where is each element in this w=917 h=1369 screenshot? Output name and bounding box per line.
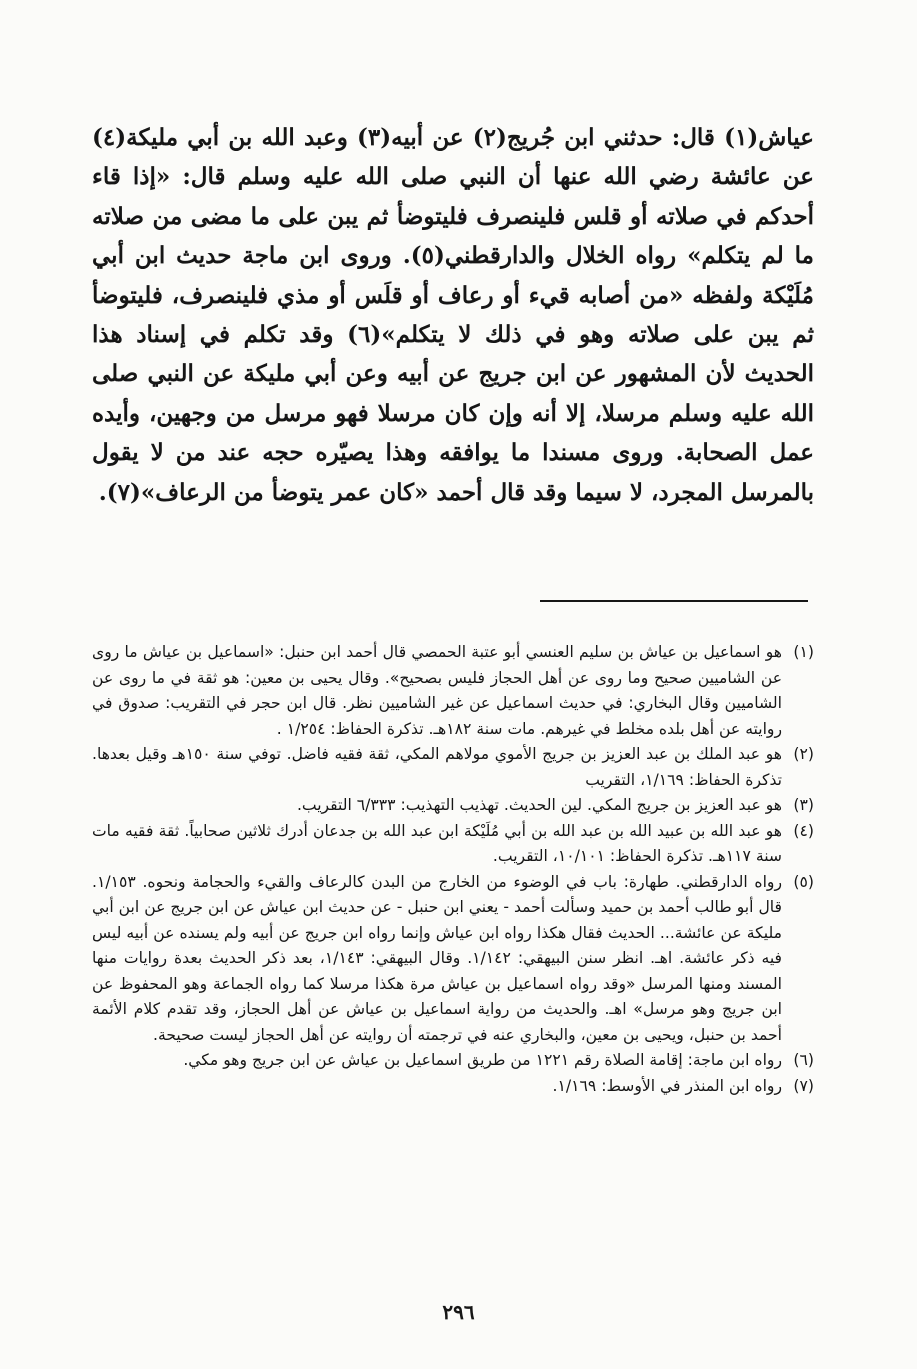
footnote-text: هو عبد الله بن عبيد الله بن عبد الله بن أبي مُلَيْكة ابن عبد الله بن جدعان أدرك ثلاثين صحابياً. ثقة فقيه مات سنة ١١٧هـ. تذكرة الحفاظ: ١٠/١٠١، التقريب. [92,821,782,865]
main-text-block [92,118,814,512]
footnote-number: (٦) [793,1051,814,1069]
footnote-2 [92,742,814,793]
footnote-number: (٣) [793,796,814,814]
footnote-number: (٧) [793,1076,814,1095]
footnote-number: (١) [793,643,814,661]
footnote-4 [92,819,814,870]
footnote-3 [92,793,814,819]
footnote-text: هو عبد الملك بن عبد العزيز بن جريج الأموي مولاهم المكي، ثقة فقيه فاضل. توفي سنة ١٥٠هـ وقيل بعدها. تذكرة الحفاظ: ١/١٦٩، التقريب [92,745,782,789]
footnote-6 [92,1048,814,1074]
footnote-number: (٢) [793,745,814,763]
footnote-separator [540,600,808,602]
footnote-1 [92,640,814,742]
footnote-7 [92,1074,814,1100]
footnote-number: (٥) [793,872,814,891]
footnote-text: هو عبد العزيز بن جريج المكي. لين الحديث. تهذيب التهذيب: ٦/٣٣٣ التقريب. [296,796,782,814]
footnote-5 [92,870,814,1049]
footnote-text: رواه الدارقطني. طهارة: باب في الوضوء من الخارج من البدن كالرعاف والقيء والحجامة ونحوه. ١/١٥٣. قال أبو طالب أحمد بن حميد وسألت أحمد - يعني ابن حنبل - عن حديث ابن عياش عن ابن جريج عن ابن أبي مليكة عن عائشة... الحديث فقال هكذا رواه ابن عياش وإنما رواه ابن جريج عن أبيه ولم يسنده عن أبيه ليس فيه ذكر عائشة. اهـ. انظر سنن البيهقي: ١/١٤٢. وقال البيهقي: ١/١٤٣، بعد ذكر الحديث بعدة روايات منها المسند ومنها المرسل «وقد رواه اسماعيل بن عياش مرة هكذا مرسلا كما رواه الجماعة وهو المحفوظ عن ابن جريج وهو مرسل» اهـ. والحديث من رواية اسماعيل بن عياش عن أهل الحجاز، وقد تقدم كلام الأئمة أحمد بن حنبل، ويحيى بن معين، والبخاري عنه في ترجمته أن روايته عن أهل الحجاز ليست صحيحة. [92,872,782,1044]
footnote-text: هو اسماعيل بن عياش بن سليم العنسي أبو عتبة الحمصي قال أحمد ابن حنبل: «اسماعيل بن عياش ما روى عن الشاميين صحيح وما روى عن أهل الحجاز فليس بصحيح». وقال يحيى بن معين: هو ثقة في ما روى عن الشاميين وقال البخاري: في حديث اسماعيل عن غير الشاميين نظر. قال ابن حجر في التقريب: صدوق في روايته عن أهل بلده مخلط في غيرهم. مات سنة ١٨٢هـ. تذكرة الحفاظ: ١/٢٥٤ . [92,643,782,738]
footnotes-section [92,640,814,1099]
footnote-number: (٤) [793,821,814,840]
main-paragraph: عياش(١) قال: حدثني ابن جُريج(٢) عن أبيه(٣) وعبد الله بن أبي مليكة(٤) عن عائشة رضي الله عنها أن النبي صلى الله عليه وسلم قال: «إذا قاء أحدكم في صلاته أو قلس فلينصرف فليتوضأ ثم يبن على ما مضى من صلاته ما لم يتكلم» رواه الخلال والدارقطني(٥). وروى ابن ماجة حديث ابن أبي مُلَيْكة ولفظه «من أصابه قيء أو رعاف أو قلَس أو مذي فلينصرف، فليتوضأ ثم يبن على صلاته وهو في ذلك لا يتكلم»(٦) وقد تكلم في إسناد هذا الحديث لأن المشهور عن ابن جريج عن أبيه وعن أبي مليكة عن النبي صلى الله عليه وسلم مرسلا، إلا أنه وإن كان مرسلا فهو مرسل من وجهين، وأيده عمل الصحابة. وروى مسندا ما يوافقه وهذا يصيّره حجه عند من لا يقول بالمرسل المجرد، لا سيما وقد قال أحمد «كان عمر يتوضأ من الرعاف»(٧). [92,124,814,506]
footnote-text: رواه ابن المنذر في الأوسط: ١/١٦٩. [552,1076,782,1095]
page-number: ٢٩٦ [442,1300,475,1324]
footnote-text: رواه ابن ماجة: إقامة الصلاة رقم ١٢٢١ من طريق اسماعيل بن عياش عن ابن جريج وهو مكي. [183,1051,782,1069]
